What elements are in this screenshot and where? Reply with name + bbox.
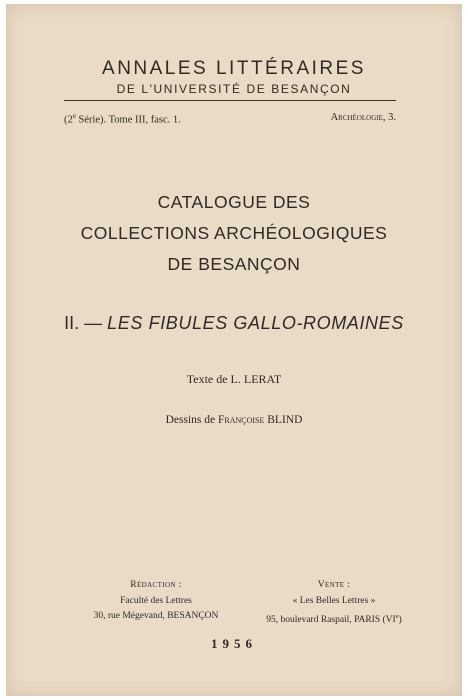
redaction-heading: Rédaction : bbox=[130, 580, 182, 590]
series-title: ANNALES LITTÉRAIRES bbox=[102, 58, 366, 79]
redaction-line-1: Faculté des Lettres bbox=[120, 595, 192, 606]
drawings-line: Dessins de Françoise BLIND bbox=[165, 414, 303, 426]
part-title bbox=[6, 313, 462, 334]
title-line-2: COLLECTIONS ARCHÉOLOGIQUES bbox=[80, 223, 388, 243]
title-line-3: DE BESANÇON bbox=[167, 254, 301, 274]
header-rule bbox=[64, 100, 396, 101]
title-line-1: CATALOGUE DES bbox=[157, 192, 311, 212]
series-info: (2e Série). Tome III, fasc. 1. bbox=[64, 112, 181, 126]
author-line: Texte de L. LERAT bbox=[186, 372, 282, 386]
redaction-line-2: 30, rue Mégevand, BESANÇON bbox=[93, 611, 219, 621]
author-name: LERAT bbox=[243, 372, 282, 386]
redaction-block bbox=[66, 578, 246, 625]
book-cover bbox=[6, 4, 462, 696]
section-label: Archéologie, 3. bbox=[330, 112, 396, 123]
vente-line-1: « Les Belles Lettres » bbox=[292, 595, 376, 606]
series-subtitle: DE L'UNIVERSITÉ DE BESANÇON bbox=[116, 82, 352, 96]
part-number: II. — bbox=[64, 313, 103, 333]
vente-block bbox=[244, 578, 424, 629]
vente-line-2: 95, boulevard Raspail, PARIS (VIe) bbox=[266, 613, 402, 626]
vente-heading: Vente : bbox=[317, 580, 351, 590]
part-name: LES FIBULES GALLO-ROMAINES bbox=[107, 313, 404, 333]
publication-year: 1956 bbox=[211, 636, 257, 651]
